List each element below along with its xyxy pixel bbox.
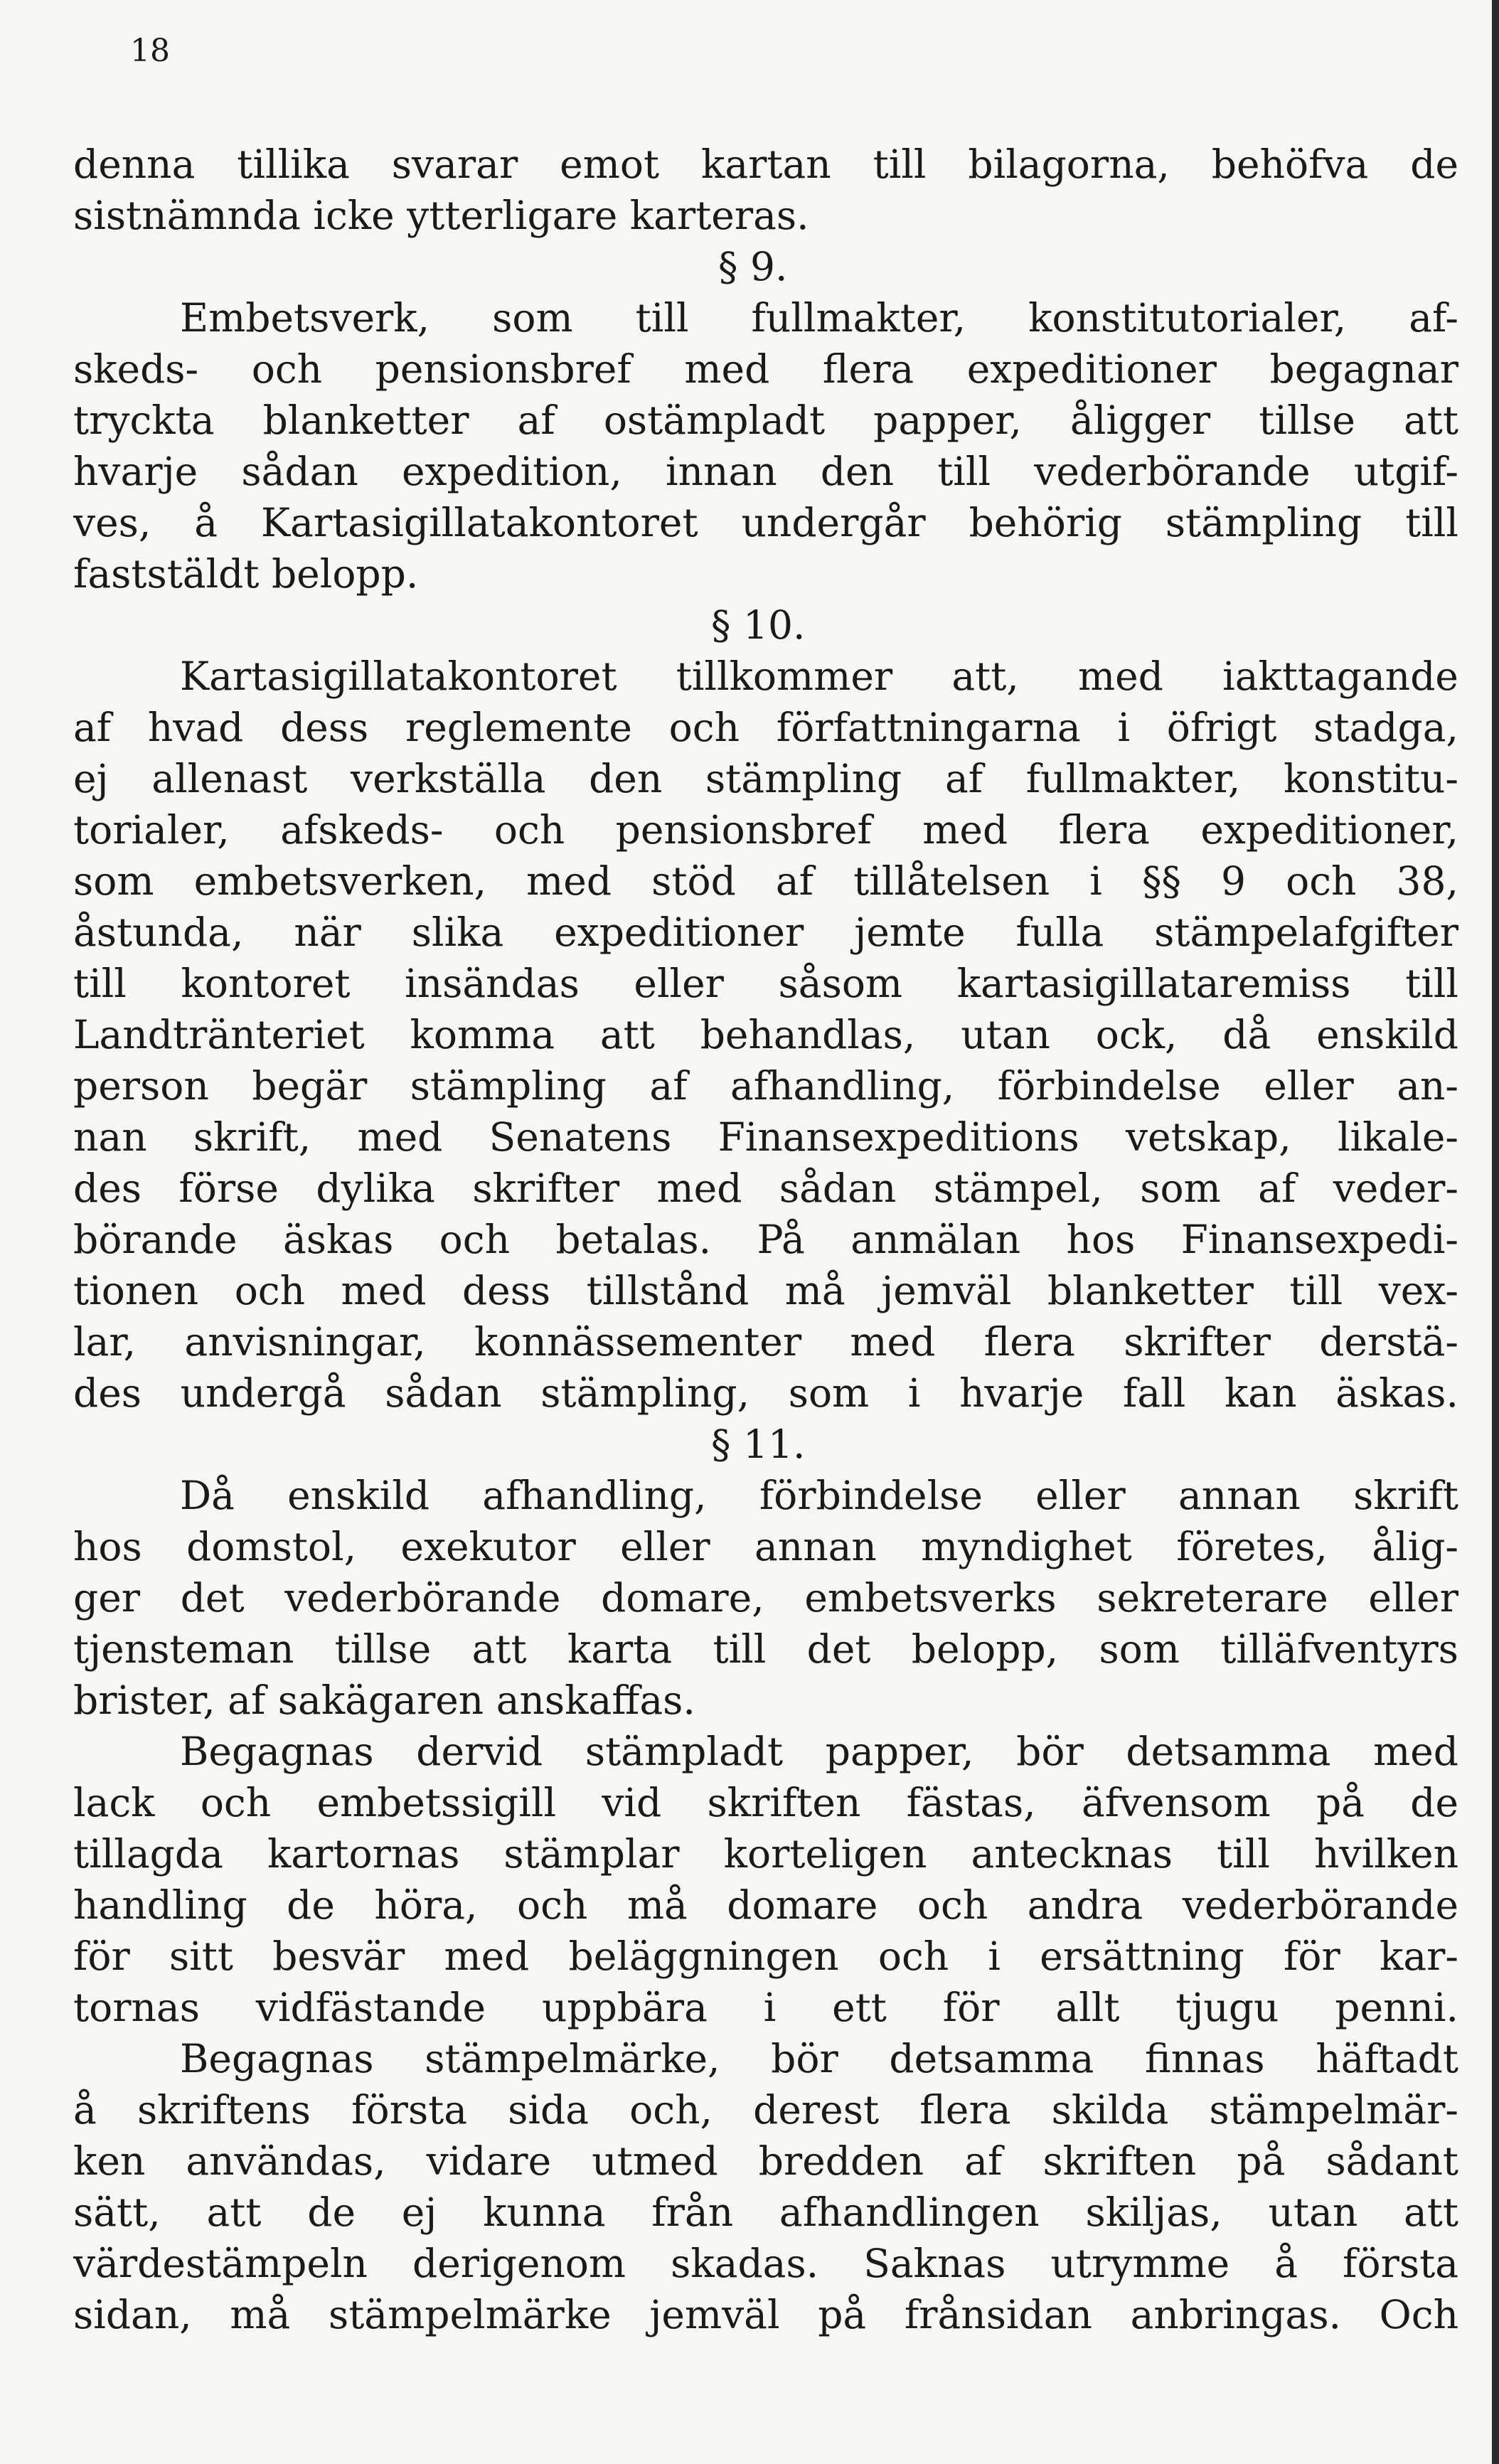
text-line: ken användas, vidare utmed bredden af skriften på sådant: [73, 2138, 1458, 2184]
text-line: åstunda, när slika expeditioner jemte fulla stämpelafgifter: [73, 910, 1458, 955]
text-line: sidan, må stämpelmärke jemväl på frånsidan anbringas. Och: [73, 2292, 1458, 2337]
text-line: skeds- och pensionsbref med flera expeditioner begagnar: [73, 346, 1458, 392]
section-heading-10: § 10.: [711, 602, 806, 648]
text-line: Landtränteriet komma att behandlas, utan ock, då enskild: [73, 1012, 1458, 1057]
text-line: tjensteman tillse att karta till det belopp, som tilläfventyrs: [73, 1626, 1458, 1672]
text-line: lack och embetssigill vid skriften fästas, äfvensom på de: [73, 1780, 1458, 1825]
text-line: börande äskas och betalas. På anmälan hos Finansexpedi-: [73, 1217, 1458, 1262]
text-line: å skriftens första sida och, derest flera skilda stämpelmär-: [73, 2087, 1458, 2133]
text-line: för sitt besvär med beläggningen och i ersättning för kar-: [73, 1934, 1458, 1979]
text-line: tionen och med dess tillstånd må jemväl blanketter till vex-: [73, 1268, 1458, 1313]
text-line: handling de höra, och må domare och andra vederbörande: [73, 1882, 1458, 1928]
page-edge-shadow: [1492, 0, 1499, 2464]
text-line: sätt, att de ej kunna från afhandlingen skiljas, utan att: [73, 2190, 1458, 2235]
text-line: nan skrift, med Senatens Finansexpeditions vetskap, likale-: [73, 1114, 1458, 1160]
text-line: des förse dylika skrifter med sådan stämpel, som af veder-: [73, 1166, 1458, 1211]
text-line: torialer, afskeds- och pensionsbref med flera expeditioner,: [73, 807, 1458, 853]
text-line: till kontoret insändas eller såsom kartasigillataremiss till: [73, 961, 1458, 1006]
section-heading-9: § 9.: [718, 244, 788, 289]
text-line: brister, af sakägaren anskaffas.: [73, 1678, 695, 1723]
text-line: Då enskild afhandling, förbindelse eller annan skrift: [180, 1473, 1458, 1518]
text-line: som embetsverken, med stöd af tillåtelsen i §§ 9 och 38,: [73, 858, 1458, 904]
text-line: af hvad dess reglemente och författningarna i öfrigt stadga,: [73, 705, 1458, 750]
text-line: ger det vederbörande domare, embetsverks sekreterare eller: [73, 1575, 1458, 1621]
text-line: tryckta blanketter af ostämpladt papper, åligger tillse att: [73, 398, 1458, 443]
text-line: tornas vidfästande uppbära i ett för allt tjugu penni.: [73, 1985, 1458, 2030]
text-line: tillagda kartornas stämplar korteligen antecknas till hvilken: [73, 1831, 1458, 1877]
text-line: Embetsverk, som till fullmakter, konstitutorialer, af-: [180, 295, 1458, 341]
page-number: 18: [130, 33, 170, 69]
text-line: sistnämnda icke ytterligare karteras.: [73, 193, 809, 238]
text-line: ves, å Kartasigillatakontoret undergår behörig stämpling till: [73, 500, 1458, 545]
text-line: Kartasigillatakontoret tillkommer att, med iakttagande: [180, 654, 1458, 699]
text-line: Begagnas stämpelmärke, bör detsamma finnas häftadt: [180, 2036, 1458, 2081]
section-heading-11: § 11.: [711, 1422, 806, 1467]
text-line: person begär stämpling af afhandling, förbindelse eller an-: [73, 1063, 1458, 1109]
text-line: hvarje sådan expedition, innan den till vederbörande utgif-: [73, 449, 1458, 494]
text-line: hos domstol, exekutor eller annan myndighet företes, ålig-: [73, 1524, 1458, 1569]
text-line: lar, anvisningar, konnässementer med flera skrifter derstä-: [73, 1319, 1458, 1365]
text-line: des undergå sådan stämpling, som i hvarje fall kan äskas.: [73, 1370, 1458, 1416]
text-line: denna tillika svarar emot kartan till bilagorna, behöfva de: [73, 142, 1458, 187]
text-line: faststäldt belopp.: [73, 551, 419, 597]
text-line: värdestämpeln derigenom skadas. Saknas utrymme å första: [73, 2241, 1458, 2286]
text-line: Begagnas dervid stämpladt papper, bör detsamma med: [180, 1729, 1458, 1774]
text-line: ej allenast verkställa den stämpling af fullmakter, konstitu-: [73, 756, 1458, 801]
